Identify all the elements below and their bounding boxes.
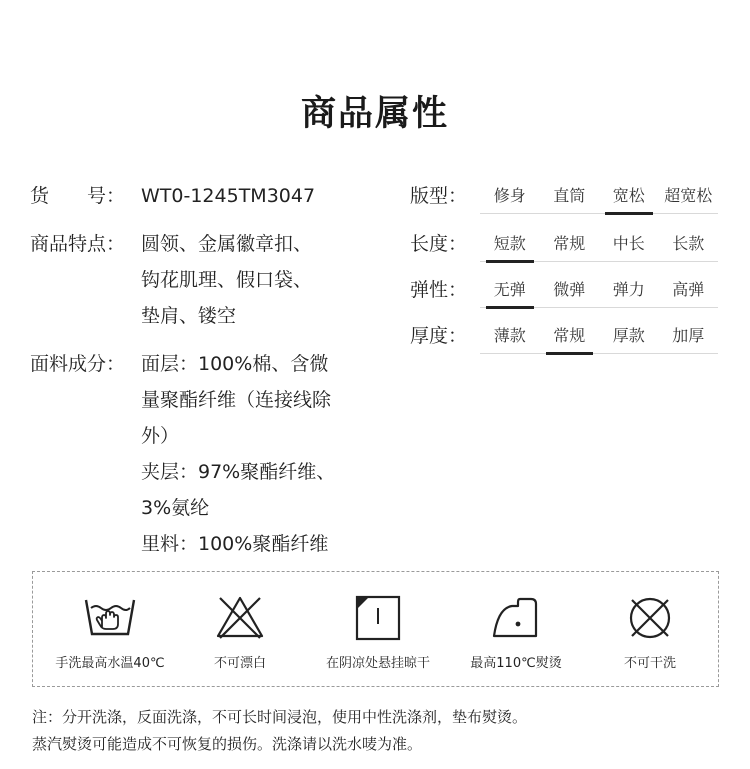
no-bleach-icon [212, 594, 268, 642]
spec-value: WT0-1245TM3047 [141, 185, 316, 207]
attr-option: 宽松 [599, 180, 659, 213]
attr-label: 厚度： [410, 325, 468, 347]
attr-label: 版型： [410, 185, 468, 207]
spec-label: 商品特点： [30, 233, 126, 255]
iron-110-icon [488, 594, 544, 642]
attr-label: 长度： [410, 233, 468, 255]
attr-fit [410, 180, 720, 226]
page-title: 商品属性 [300, 94, 449, 134]
care-item-no-dry-clean [575, 594, 725, 674]
attr-option: 常规 [540, 320, 600, 353]
attr-label: 弹性： [410, 279, 468, 301]
spec-value-line: 3%氨纶 [141, 497, 210, 519]
attr-options [480, 320, 718, 354]
care-instructions-box [32, 571, 719, 687]
attr-option: 薄款 [493, 326, 526, 345]
spec-value-line: 钩花肌理、假口袋、 [141, 269, 313, 291]
attr-option: 无弹 [480, 274, 540, 307]
attr-options [480, 274, 718, 308]
attr-option: 微弹 [553, 280, 586, 299]
attr-option: 修身 [493, 186, 526, 205]
attr-option: 加厚 [672, 326, 705, 345]
attr-option: 直筒 [553, 186, 586, 205]
spec-value-line: 里料：100%聚酯纤维 [141, 533, 329, 555]
attr-option: 弹力 [612, 280, 645, 299]
attr-option: 超宽松 [664, 186, 713, 205]
care-label: 最高110℃熨烫 [470, 656, 562, 671]
care-label: 不可漂白 [213, 656, 266, 671]
attr-option: 长款 [672, 234, 705, 253]
care-label: 不可干洗 [623, 656, 676, 671]
attr-elasticity [410, 274, 720, 320]
attr-length [410, 228, 720, 274]
attr-options [480, 180, 718, 214]
spec-label: 货 号： [30, 185, 126, 207]
care-note-line: 注：分开洗涤，反面洗涤，不可长时间浸泡，使用中性洗涤剂，垫布熨烫。 [32, 708, 528, 726]
attr-thickness [410, 320, 720, 366]
attr-option: 中长 [612, 234, 645, 253]
care-note-line: 蒸汽熨烫可能造成不可恢复的损伤。洗涤请以洗水唛为准。 [32, 735, 423, 753]
spec-value-line: 圆领、金属徽章扣、 [141, 233, 313, 255]
no-dry-clean-icon [622, 594, 678, 642]
hand-wash-icon [82, 594, 138, 642]
spec-value-line: 夹层：97%聚酯纤维、 [141, 461, 336, 483]
line-dry-shade-icon [350, 594, 406, 642]
attr-option: 厚款 [612, 326, 645, 345]
attr-options [480, 228, 718, 262]
spec-label: 面料成分： [30, 353, 126, 375]
spec-value-line: 垫肩、镂空 [141, 305, 237, 327]
attr-option: 常规 [553, 234, 586, 253]
spec-value-line: 量聚酯纤维（连接线除 [141, 389, 332, 411]
spec-value-line: 面层：100%棉、含微 [141, 353, 329, 375]
care-label: 手洗最高水温40℃ [55, 656, 165, 671]
attr-option: 短款 [480, 228, 540, 261]
care-label: 在阴凉处悬挂晾干 [325, 656, 430, 671]
spec-value-line: 外） [141, 425, 180, 447]
attr-option: 高弹 [672, 280, 705, 299]
